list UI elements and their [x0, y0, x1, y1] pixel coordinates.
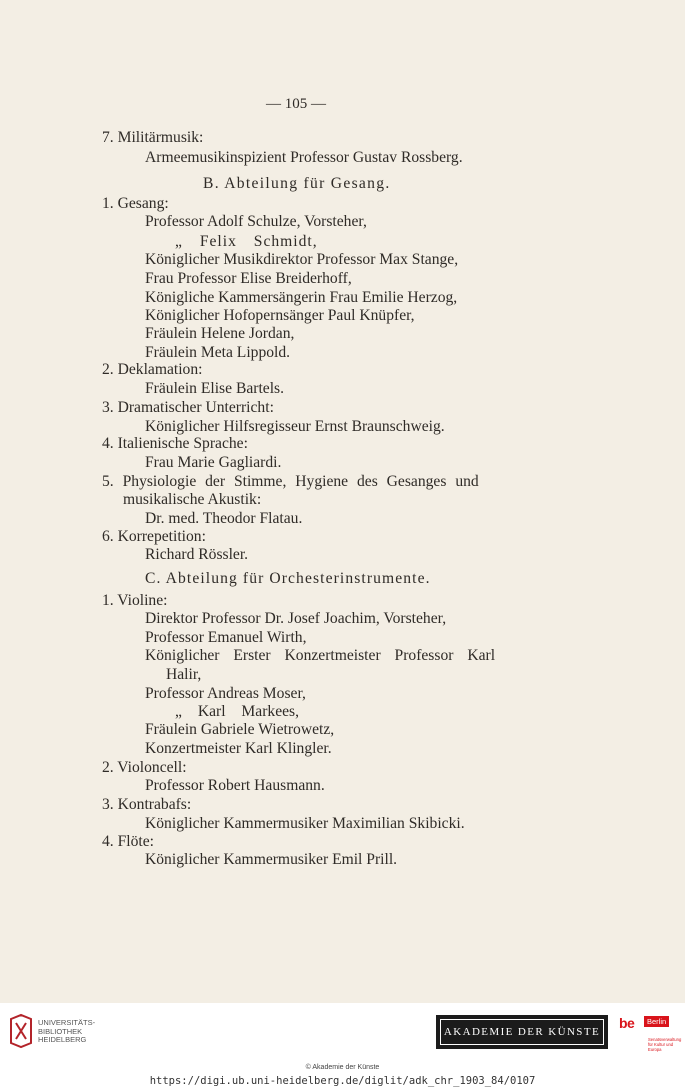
text-line: Professor Andreas Moser, — [145, 685, 306, 702]
text-line: 3. Kontrabafs: — [102, 796, 192, 813]
text-line: musikalische Akustik: — [123, 491, 262, 508]
text-line: Königliche Kammersängerin Frau Emilie Herzog, — [145, 289, 458, 306]
text-line: 4. Flöte: — [102, 833, 154, 850]
text-line: Frau Professor Elise Breiderhoff, — [145, 270, 352, 287]
berlin-logo[interactable] — [616, 1013, 682, 1052]
text-line: 7. Militärmusik: — [102, 129, 204, 146]
text-line: „ Felix Schmidt, — [175, 233, 318, 250]
text-line: Fräulein Helene Jordan, — [145, 325, 295, 342]
text-line: Königlicher Musikdirektor Professor Max Stange, — [145, 251, 459, 268]
section-heading: C. Abteilung für Orchesterinstrumente. — [145, 570, 431, 587]
text-line: Richard Rössler. — [145, 546, 249, 563]
text-line: 1. Gesang: — [102, 195, 169, 212]
text-line: Königlicher Hilfsregisseur Ernst Braunschweig. — [145, 418, 445, 435]
academy-logo[interactable] — [436, 1015, 608, 1049]
text-line: Armeemusikinspizient Professor Gustav Rossberg. — [145, 149, 463, 166]
berlin-subtitle: Senatsverwaltung für Kultur und Europa — [648, 1037, 682, 1052]
copyright-text: © Akademie der Künste — [305, 1064, 380, 1071]
text-line: 5. Physiologie der Stimme, Hygiene des Gesanges und — [102, 473, 479, 490]
text-line: Dr. med. Theodor Flatau. — [145, 510, 303, 527]
library-logo-icon[interactable] — [8, 1013, 34, 1049]
text-line: Konzertmeister Karl Klingler. — [145, 740, 332, 757]
text-line: Professor Emanuel Wirth, — [145, 629, 307, 646]
text-line: 2. Deklamation: — [102, 361, 203, 378]
text-line: Direktor Professor Dr. Josef Joachim, Vorsteher, — [145, 610, 447, 627]
text-line: „ Karl Markees, — [175, 703, 300, 720]
text-line: 3. Dramatischer Unterricht: — [102, 399, 274, 416]
text-line: Professor Adolf Schulze, Vorsteher, — [145, 213, 367, 230]
text-line: Halir, — [166, 666, 202, 683]
be-mark: be — [619, 1015, 635, 1031]
section-heading: B. Abteilung für Gesang. — [203, 175, 391, 192]
text-line: Königlicher Hofopernsänger Paul Knüpfer, — [145, 307, 415, 324]
text-line: Königlicher Kammermusiker Emil Prill. — [145, 851, 398, 868]
text-line: 1. Violine: — [102, 592, 168, 609]
text-line: Fräulein Elise Bartels. — [145, 380, 285, 397]
text-line: Königlicher Kammermusiker Maximilian Skibicki. — [145, 815, 465, 832]
berlin-badge: Berlin — [644, 1016, 669, 1027]
text-line: Frau Marie Gagliardi. — [145, 454, 282, 471]
text-line: Königlicher Erster Konzertmeister Professor Karl — [145, 647, 496, 664]
permalink[interactable]: https://digi.ub.uni-heidelberg.de/diglit/adk_chr_1903_84/0107 — [149, 1075, 536, 1087]
text-line: 6. Korrepetition: — [102, 528, 206, 545]
text-line: Professor Robert Hausmann. — [145, 777, 325, 794]
page-number: — 105 — — [266, 96, 326, 112]
academy-label: AKADEMIE DER KÜNSTE — [440, 1019, 604, 1045]
text-line: Fräulein Gabriele Wietrowetz, — [145, 721, 335, 738]
text-line: 2. Violoncell: — [102, 759, 187, 776]
library-name[interactable]: UNIVERSITÄTS- BIBLIOTHEK HEIDELBERG — [38, 1018, 96, 1044]
text-line: Fräulein Meta Lippold. — [145, 344, 291, 361]
text-line: 4. Italienische Sprache: — [102, 435, 248, 452]
